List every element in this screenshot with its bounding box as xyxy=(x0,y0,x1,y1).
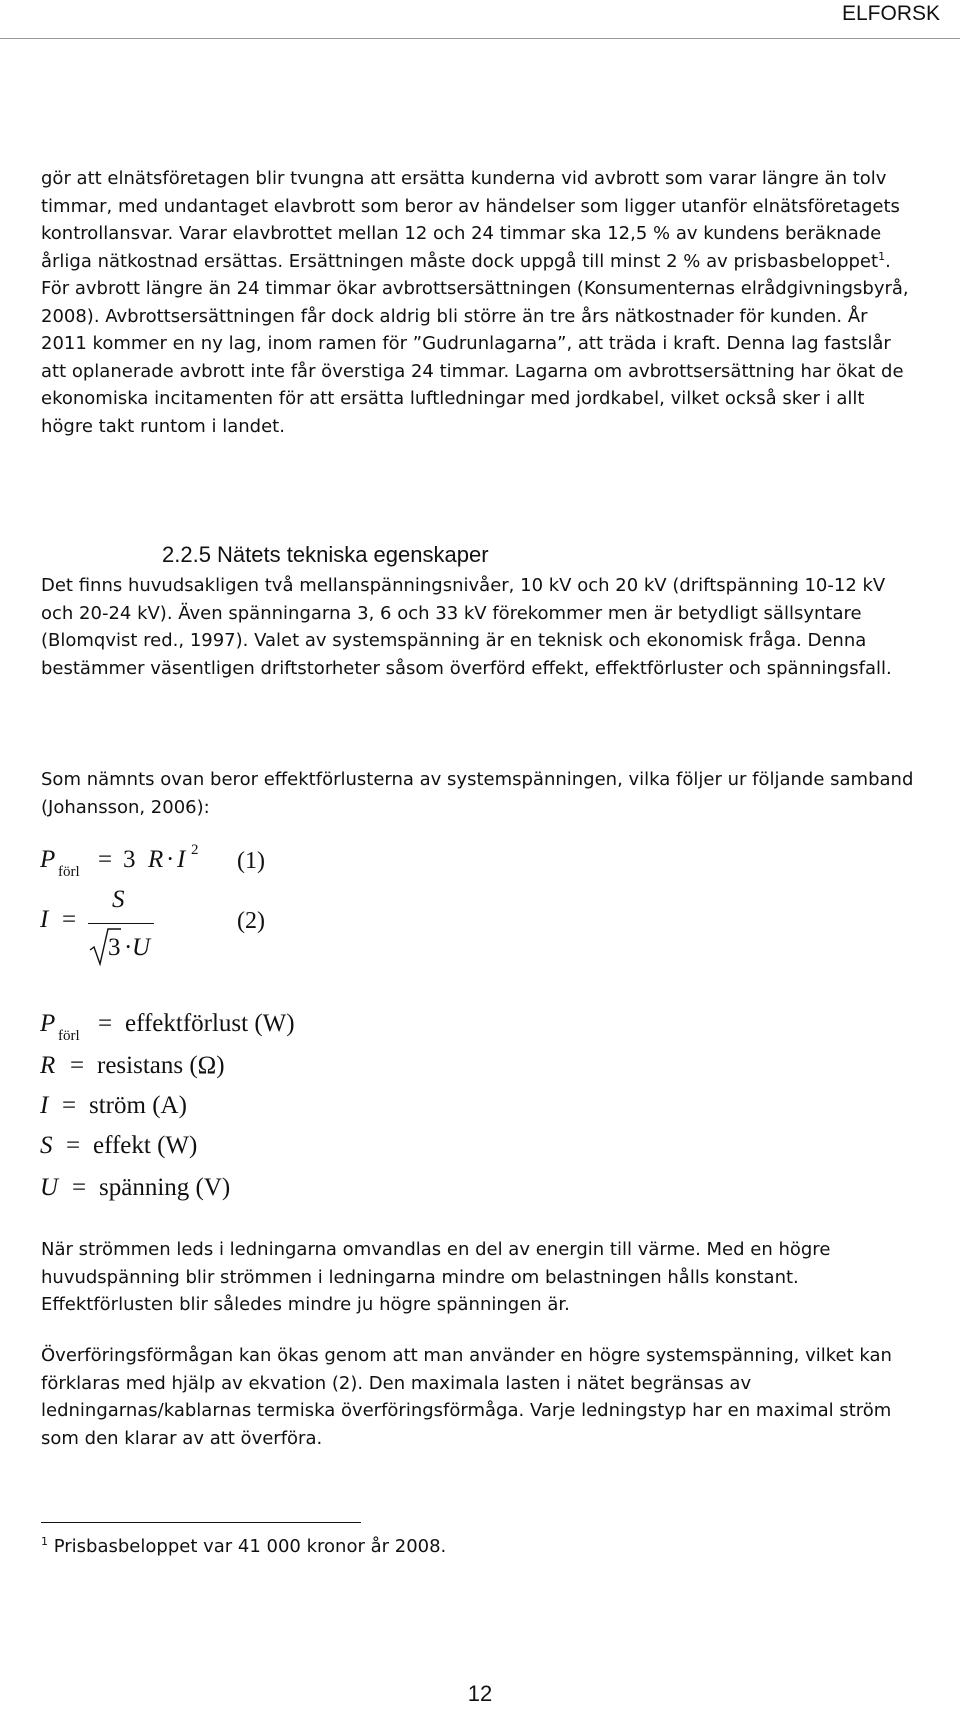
page-number: 12 xyxy=(467,1681,493,1706)
paragraph-compensation xyxy=(41,165,919,440)
footnote-reference[interactable]: 1 xyxy=(878,249,886,263)
paragraph-transfer-capacity xyxy=(41,1342,919,1452)
paragraph-1-text-a: gör att elnätsföretagen blir tvungna att ersätta kunderna vid avbrott som varar längre än tolv timmar, med undantaget elavbrott som beror av händelser som ligger utanför elnätsföretagets kontrollansvar. Varar elavbrottet mellan 12 och 24 timmar ska 12,5 % av kundens beräknade årliga nätkostnad ersättas. Ersättningen måste dock uppgå till minst 2 % av prisbasbeloppet xyxy=(41,168,900,272)
footnote-number: 1 xyxy=(41,1535,48,1548)
definition-symbol: S xyxy=(40,1132,53,1159)
definition-equals: = xyxy=(72,1174,87,1201)
eq2-denom-u: U xyxy=(132,934,151,961)
paragraph-5: Överföringsförmågan kan ökas genom att man använder en högre systemspänning, vilket kan förklaras med hjälp av ekvation (2). Den maximala lasten i nätet begränsas av ledningarnas/kablarnas termiska överföringsförmåga. Varje ledningstyp har en maximal ström som den klarar av att överföra. xyxy=(41,1345,892,1449)
definition-symbol: U xyxy=(40,1174,59,1201)
eq2-fraction-bar xyxy=(88,923,154,924)
definition-symbol: R xyxy=(40,1052,56,1079)
definition-sub: förl xyxy=(58,1028,80,1044)
footnote-divider xyxy=(41,1522,361,1523)
definition-equals: = xyxy=(98,1010,113,1037)
eq1-lhs-sub: förl xyxy=(58,864,80,880)
definition-equals: = xyxy=(70,1052,85,1079)
definition-text: ström (A) xyxy=(89,1092,187,1119)
paragraph-relationship xyxy=(41,766,919,821)
definition-symbol: I xyxy=(40,1092,49,1119)
definition-text: resistans (Ω) xyxy=(97,1052,225,1079)
eq2-numerator: S xyxy=(112,886,125,913)
paragraph-heat-loss xyxy=(41,1236,919,1319)
paragraph-4: När strömmen leds i ledningarna omvandlas en del av energin till värme. Med en högre huvudspänning blir strömmen i ledningarna mindre om belastningen hålls konstant. Effektförlusten blir således mindre ju högre spänningen är. xyxy=(41,1239,831,1315)
paragraph-3: Som nämnts ovan beror effektförlusterna av systemspänningen, vilka följer ur följande samband (Johansson, 2006): xyxy=(41,769,914,818)
definition-text: effekt (W) xyxy=(93,1132,198,1159)
eq1-number: (1) xyxy=(237,848,265,874)
eq1-lhs: P xyxy=(40,846,56,873)
eq1-coef: 3 xyxy=(123,846,136,873)
eq2-lhs: I xyxy=(40,906,49,933)
page-header xyxy=(0,0,960,39)
eq2-dot: · xyxy=(124,934,133,961)
header-title: ELFORSK xyxy=(841,2,940,25)
eq1-exp: 2 xyxy=(191,842,199,858)
definition-text: spänning (V) xyxy=(99,1174,231,1201)
paragraph-1 xyxy=(41,165,919,440)
eq2-equals: = xyxy=(62,906,77,933)
definition-text: effektförlust (W) xyxy=(125,1010,295,1037)
paragraph-2: Det finns huvudsakligen två mellanspänningsnivåer, 10 kV och 20 kV (driftspänning 10-12 kV och 20-24 kV). Även spänningarna 3, 6 och 33 kV förekommer men är betydligt sällsyntare (Blomqvist red., 1997). Valet av systemspänning är en teknisk och ekonomisk fråga. Denna bestämmer väsentligen driftstorheter såsom överförd effekt, effektförluster och spänningsfall. xyxy=(41,575,892,679)
eq2-denom-coef: 3 xyxy=(108,934,121,961)
definition-equals: = xyxy=(66,1132,81,1159)
eq2-number: (2) xyxy=(237,908,265,934)
eq1-r: R xyxy=(148,846,164,873)
eq1-i: I xyxy=(177,846,186,873)
footnote-text: Prisbasbeloppet var 41 000 kronor år 2008. xyxy=(48,1536,447,1557)
footnote xyxy=(41,1536,446,1557)
paragraph-voltage-levels xyxy=(41,572,919,682)
definition-equals: = xyxy=(62,1092,77,1119)
section-heading: 2.2.5 Nätets tekniska egenskaper xyxy=(162,542,489,567)
eq1-dot: · xyxy=(166,846,175,873)
paragraph-1-text-b: . För avbrott längre än 24 timmar ökar avbrottsersättningen (Konsumenternas elrådgivningsbyrå, 2008). Avbrottsersättningen får dock aldrig bli större än tre års nätkostnader för kunden. År 2011 kommer en ny lag, inom ramen för ”Gudrunlagarna”, att träda i kraft. Denna lag fastslår att oplanerade avbrott inte får överstiga 24 timmar. Lagarna om avbrottsersättning har ökat de ekonomiska incitamenten för att ersätta luftledningar med jordkabel, vilket också sker i allt högre takt runtom i landet. xyxy=(41,250,909,437)
definition-symbol: P xyxy=(40,1010,56,1037)
eq1-equals: = xyxy=(98,846,113,873)
